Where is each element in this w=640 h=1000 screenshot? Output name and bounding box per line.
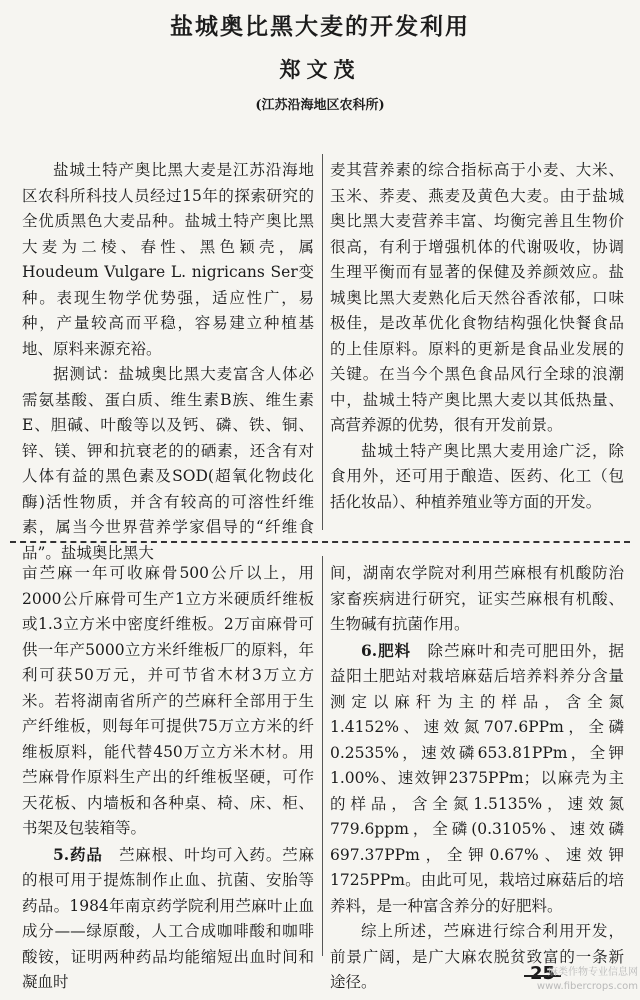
- watermark-line: 麻类作物专业信息网: [548, 967, 638, 978]
- paragraph: [22, 842, 314, 996]
- author-affiliation: (江苏沿海地区农科所): [255, 98, 385, 113]
- section-text: 苎麻根、叶均可入药。苎麻的根可用于提炼制作止血、抗菌、安胎等药品。1984年南京药学院利用苎麻叶止血成分——绿原酸，人工合成咖啡酸和咖啡酸铵，证明两种药品均能缩短出血时间和凝血时: [22, 845, 314, 991]
- paragraph: 麦其营养素的综合指标高于小麦、大米、玉米、荞麦、燕麦及黄色大麦。由于盐城奥比黑大麦营养丰富、均衡完善且生物价很高，有利于增强机体的代谢吸收，协调生理平衡而有显著的保健及养颜效应。盐城奥比黑大麦熟化后天然谷香浓郁，口味极佳，是改革优化食物结构强化快餐食品的上佳原料。原料的更新是食品业发展的关键。在当今个黑色食品风行全球的浪潮中，盐城土特产奥比黑大麦以其低热量、高营养源的优势，很有开发前景。: [330, 161, 624, 434]
- watermark: [520, 966, 638, 994]
- paragraph: 盐城土特产奥比黑大麦是江苏沿海地区农科所科技人员经过15年的探索研究的全优质黑色大麦品种。盐城土特产奥比黑大麦为二棱、春性、黑色颖壳，属Houdeum Vulgare L. nigricans Ser变种。表现生物学优势强，适应性广，易种，产量较高而平稳，容易建立种植基地、原料来源充裕。: [22, 161, 314, 358]
- paragraph: 盐城土特产奥比黑大麦用途广泛，除食用外，还可用于酿造、医药、化工（包括化妆品）、种植养殖业等方面的开发。: [330, 441, 624, 511]
- paragraph: [330, 638, 624, 920]
- lower-left-column: [22, 561, 314, 996]
- author-name: 郑文茂: [279, 57, 361, 82]
- paragraph: 综上所述，苎麻进行综合利用开发，前景广阔，是广大麻农脱贫致富的一条新途径。: [330, 922, 624, 991]
- paragraph: 据测试：盐城奥比黑大麦富含人体必需氨基酸、蛋白质、维生素B族、维生素E、胆碱、叶酸等以及钙、磷、铁、铜、锌、镁、钾和抗衰老的的硒素，还含有对人体有益的黑色素及SOD(超氧化物歧化酶)活性物质，并含有较高的可溶性纤维素，属当今世界营养学家倡导的“纤维食品”。盐城奥比黑大: [22, 365, 314, 562]
- column-divider-lower: [322, 556, 323, 956]
- upper-left-column: [22, 158, 314, 566]
- article-separator: [10, 541, 630, 543]
- section-heading: 6.肥料: [361, 640, 412, 660]
- upper-right-column: [330, 158, 624, 515]
- column-divider-upper: [322, 154, 323, 530]
- section-heading: 5.药品: [53, 844, 103, 864]
- lower-right-column: [330, 561, 624, 996]
- watermark-line: www.fibercrops.com: [536, 981, 638, 992]
- paragraph: 间，湖南农学院对利用苎麻根有机酸防治家畜疾病进行研究，证实苎麻根有机酸、生物碱有抗菌作用。: [330, 564, 624, 633]
- page-number: 25: [530, 963, 556, 984]
- article-title: 盐城奥比黑大麦的开发利用: [170, 13, 470, 40]
- section-text: 除苎麻叶和壳可肥田外，据益阳土肥站对栽培麻菇后培养料养分含量测定以麻秆为主的样品，含全氮1.4152%、速效氮707.6PPm，全磷0.2535%，速效磷653.81PPm，全钾1.00%、速效钾2375PPm；以麻壳为主的样品，含全氮1.5135%，速效氮779.6ppm，全磷(0.3105%、速效磷697.37PPm，全钾0.67%、速效钾1725PPm。由此可见，栽培过麻菇后的培养料，是一种富含养分的好肥料。: [330, 641, 624, 915]
- paragraph: 亩苎麻一年可收麻骨500公斤以上，用2000公斤麻骨可生产1立方米硬质纤维板或1.3立方米中密度纤维板。2万亩麻骨可供一年产5000立方米纤维板厂的原料，年利可获50万元，并可节省木材3万立方米。若将湖南省所产的苎麻秆全部用于生产纤维板，则每年可提供75万立方米的纤维板原料，能代替450万立方米木材。用苎麻骨作原料生产出的纤维板坚硬，可作天花板、内墙板和各种桌、椅、床、柜、书架及包装箱等。: [22, 564, 314, 837]
